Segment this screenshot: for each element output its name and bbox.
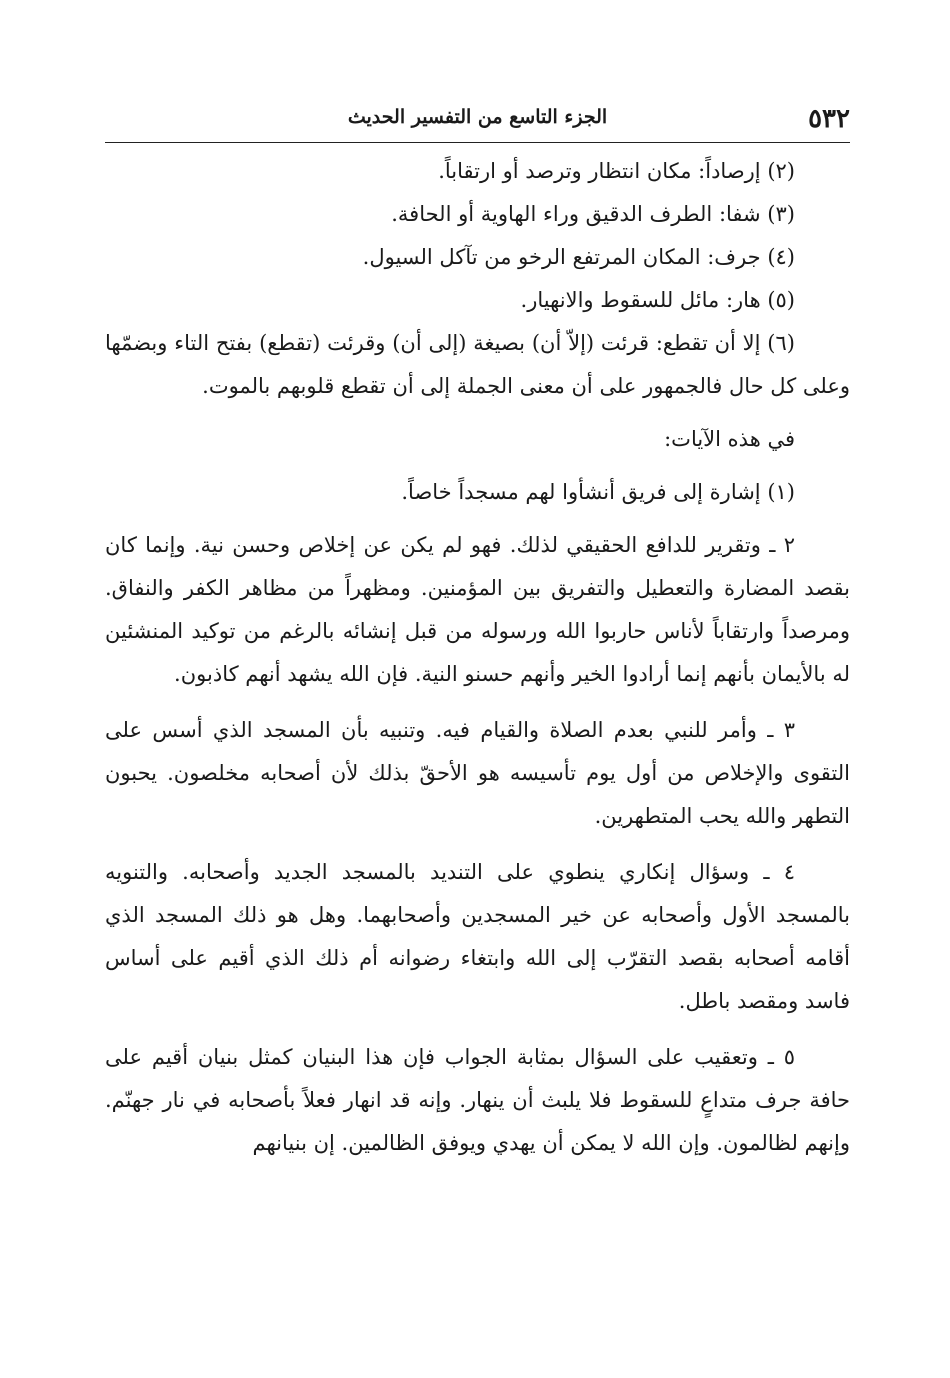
point-5: ٥ ـ وتعقيب على السؤال بمثابة الجواب فإن هذا البنيان كمثل بنيان أقيم على حافة جرف متداعٍ للسقوط فلا يلبث أن ينهار. وإنه قد انهار فعلاً بأصحابه في نار جهنّم. وإنهم لظالمون. وإن الله لا يمكن أن يهدي ويوفق الظالمين. إن بنيانهم bbox=[105, 1045, 850, 1155]
footnote-6: (٦) إلا أن تقطع: قرئت (إلاّ أن) بصيغة (إلى أن) وقرئت (تقطع) بفتح التاء وبضمّها وعلى كل حال فالجمهور على أن معنى الجملة إلى أن تقطع قلوبهم بالموت. bbox=[105, 331, 850, 398]
footnote-4: (٤) جرف: المكان المرتفع الرخو من تآكل السيول. bbox=[362, 245, 795, 269]
footnote-3: (٣) شفا: الطرف الدقيق وراء الهاوية أو الحافة. bbox=[391, 202, 795, 226]
footnote-2: (٢) إرصاداً: مكان انتظار وترصد أو ارتقاباً. bbox=[438, 159, 795, 183]
point-1: (١) إشارة إلى فريق أنشأوا لهم مسجداً خاصاً. bbox=[401, 480, 795, 504]
page-content bbox=[105, 150, 850, 1165]
page-number: ٥٣٢ bbox=[808, 104, 850, 134]
point-4: ٤ ـ وسؤال إنكاري ينطوي على التنديد بالمسجد الجديد وأصحابه. والتنويه بالمسجد الأول وأصحابه عن خير المسجدين وأصحابهما. وهل هو ذلك المسجد الذي أقامه أصحابه بقصد التقرّب إلى الله وابتغاء رضوانه أم ذلك الذي أقيم على أساس فاسد ومقصد باطل. bbox=[105, 860, 850, 1013]
section-lead: في هذه الآيات: bbox=[664, 427, 795, 451]
header-divider bbox=[105, 142, 850, 143]
footnote-5: (٥) هار: مائل للسقوط والانهيار. bbox=[520, 288, 795, 312]
point-2: ٢ ـ وتقرير للدافع الحقيقي لذلك. فهو لم يكن عن إخلاص وحسن نية. وإنما كان بقصد المضارة والتعطيل والتفريق بين المؤمنين. ومظهراً من مظاهر الكفر والنفاق. ومرصداً وارتقاباً لأناس حاربوا الله ورسوله من قبل إنشائه بالرغم من توكيد المنشئين له بالأيمان بأنهم إنما أرادوا الخير وأنهم حسنو النية. فإن الله يشهد أنهم كاذبون. bbox=[105, 533, 850, 686]
page-header bbox=[105, 100, 850, 142]
running-title: الجزء التاسع من التفسير الحديث bbox=[347, 106, 608, 128]
point-3: ٣ ـ وأمر للنبي بعدم الصلاة والقيام فيه. وتنبيه بأن المسجد الذي أسس على التقوى والإخلاص من أول يوم تأسيسه هو الأحقّ بذلك لأن أصحابه مخلصون. يحبون التطهر والله يحب المتطهرين. bbox=[105, 718, 850, 828]
footnotes bbox=[105, 150, 850, 408]
